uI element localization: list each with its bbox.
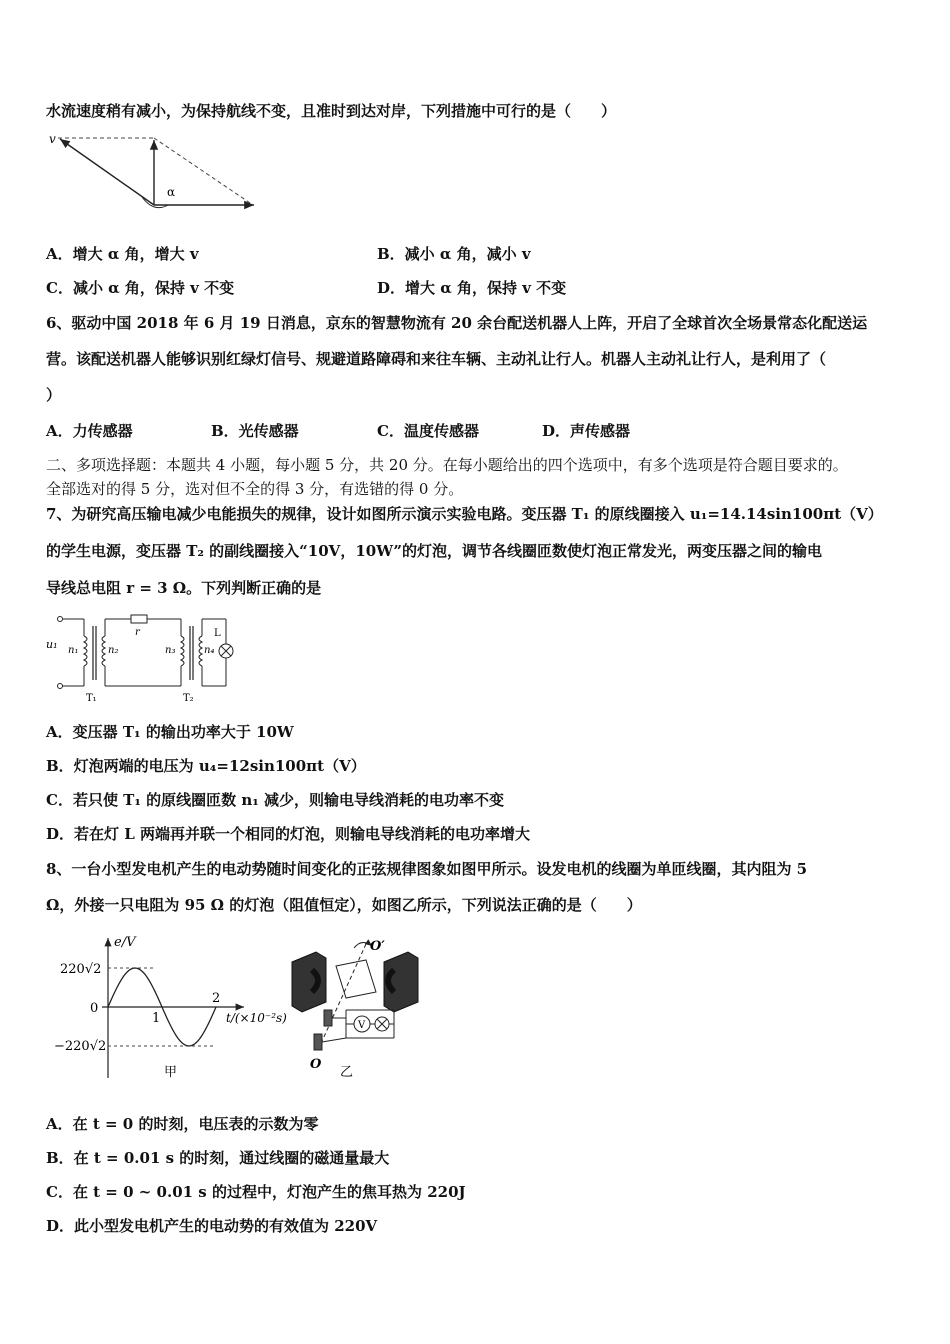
r-label: r	[135, 627, 140, 638]
q5-option-d[interactable]: D．增大 α 角，保持 v 不变	[377, 279, 567, 297]
t2-label: T₂	[183, 693, 194, 704]
q5-stem: 水流速度稍有减小，为保持航线不变，且准时到达对岸，下列措施中可行的是（ ）	[46, 102, 617, 120]
section2-line2: 全部选对的得 5 分，选对但不全的得 3 分，有选错的得 0 分。	[46, 480, 464, 498]
q6-option-b[interactable]: B．光传感器	[211, 422, 299, 440]
q7-line2: 的学生电源，变压器 T₂ 的副线圈接入“10V，10W”的灯泡，调节各线圈匝数使灯泡正常发光，两变压器之间的输电	[46, 542, 822, 560]
y-max-label: 220√2	[60, 962, 102, 977]
alpha-label: α	[167, 185, 176, 199]
q8-option-c[interactable]: C．在 t = 0 ~ 0.01 s 的过程中，灯泡产生的焦耳热为 220J	[46, 1183, 466, 1201]
q6-line1: 6、驱动中国 2018 年 6 月 19 日消息，京东的智慧物流有 20 余台配送机器人上阵，开启了全球首次全场景常态化配送运	[46, 314, 868, 332]
q7-circuit-figure	[46, 606, 238, 704]
x-axis-label: t/(×10⁻²s)	[226, 1011, 287, 1025]
velocity-label: v	[49, 132, 56, 146]
y-zero-label: 0	[90, 1001, 99, 1016]
q8-option-b[interactable]: B．在 t = 0.01 s 的时刻，通过线圈的磁通量最大	[46, 1149, 390, 1167]
q7-line1: 7、为研究高压输电减少电能损失的规律，设计如图所示演示实验电路。变压器 T₁ 的原线圈接入 u₁=14.14sin100πt（V）	[46, 505, 883, 523]
x-tick-1: 1	[152, 1011, 161, 1026]
q8-figure	[46, 930, 426, 1088]
q5-vector-figure	[46, 128, 261, 213]
q8-line2: Ω，外接一只电阻为 95 Ω 的灯泡（阻值恒定），如图乙所示，下列说法正确的是（ ）	[46, 896, 642, 914]
q6-line3: ）	[46, 386, 62, 404]
x-tick-2: 2	[212, 991, 221, 1006]
axis-o-prime-label: O′	[370, 939, 385, 954]
axis-o-label: O	[310, 1057, 322, 1072]
n1-label: n₁	[68, 645, 79, 656]
n4-label: n₄	[204, 645, 215, 656]
q8-option-a[interactable]: A．在 t = 0 的时刻，电压表的示数为零	[46, 1115, 319, 1133]
voltmeter-label: V	[358, 1020, 366, 1031]
q8-option-d[interactable]: D．此小型发电机产生的电动势的有效值为 220V	[46, 1217, 378, 1235]
q7-line3: 导线总电阻 r = 3 Ω。下列判断正确的是	[46, 579, 322, 597]
t1-label: T₁	[86, 693, 97, 704]
caption-jia: 甲	[164, 1065, 178, 1080]
u1-label: u₁	[46, 638, 58, 651]
y-axis-label: e/V	[114, 935, 136, 950]
q5-option-a[interactable]: A．增大 α 角，增大 v	[46, 245, 199, 263]
q8-line1: 8、一台小型发电机产生的电动势随时间变化的正弦规律图象如图甲所示。设发电机的线圈为单匝线圈，其内阻为 5	[46, 860, 808, 878]
lamp-label: L	[214, 628, 221, 639]
q5-option-c[interactable]: C．减小 α 角，保持 v 不变	[46, 279, 235, 297]
q7-option-d[interactable]: D．若在灯 L 两端再并联一个相同的灯泡，则输电导线消耗的电功率增大	[46, 825, 531, 843]
q6-option-a[interactable]: A．力传感器	[46, 422, 133, 440]
y-min-label: −220√2	[54, 1039, 107, 1054]
generator-drawing	[292, 942, 418, 1050]
q7-option-b[interactable]: B．灯泡两端的电压为 u₄=12sin100πt（V）	[46, 757, 366, 775]
n2-label: n₂	[108, 645, 119, 656]
caption-yi: 乙	[340, 1065, 354, 1080]
q7-option-a[interactable]: A．变压器 T₁ 的输出功率大于 10W	[46, 723, 294, 741]
q5-option-b[interactable]: B．减小 α 角，减小 v	[377, 245, 531, 263]
q7-option-c[interactable]: C．若只使 T₁ 的原线圈匝数 n₁ 减少，则输电导线消耗的电功率不变	[46, 791, 505, 809]
section2-line1: 二、多项选择题：本题共 4 小题，每小题 5 分，共 20 分。在每小题给出的四个选项中，有多个选项是符合题目要求的。	[46, 456, 848, 474]
q6-option-d[interactable]: D．声传感器	[542, 422, 631, 440]
q6-line2: 营。该配送机器人能够识别红绿灯信号、规避道路障碍和来往车辆、主动礼让行人。机器人主动礼让行人，是利用了（	[46, 350, 827, 368]
n3-label: n₃	[165, 645, 176, 656]
q6-option-c[interactable]: C．温度传感器	[377, 422, 479, 440]
